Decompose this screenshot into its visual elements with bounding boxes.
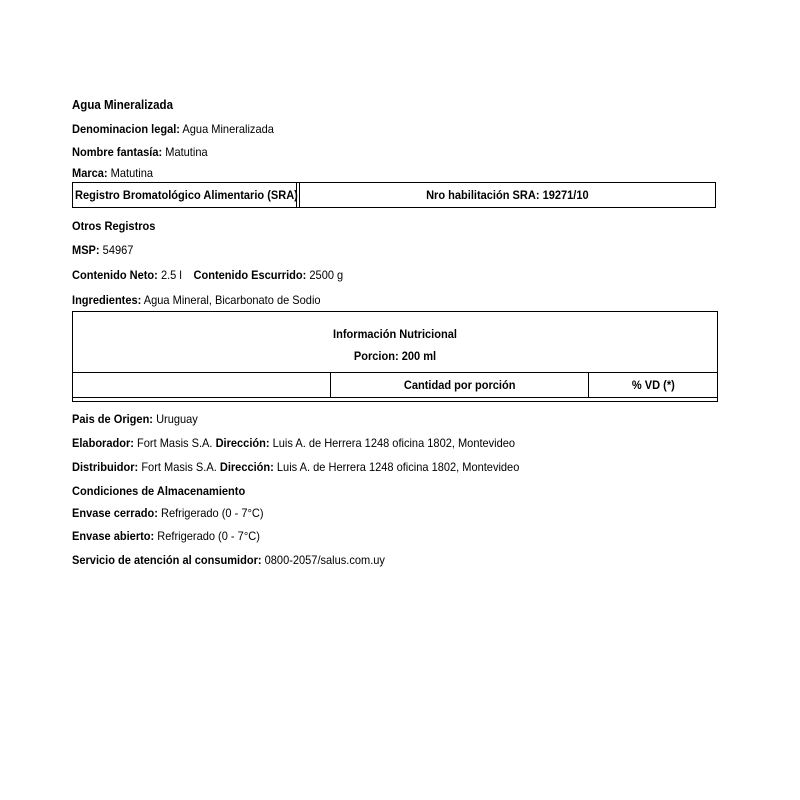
- ingredients-value: Agua Mineral, Bicarbonato de Sodio: [143, 293, 321, 307]
- open-container-row: [72, 529, 260, 543]
- contents-row: [72, 268, 343, 282]
- drained-content-value: 2500 g: [309, 268, 344, 282]
- msp-label: MSP:: [72, 243, 100, 257]
- registry-right-cell: [300, 183, 715, 207]
- product-title: Agua Mineralizada: [72, 98, 173, 112]
- msp-row: [72, 243, 133, 257]
- nutrition-title: Información Nutricional: [333, 327, 457, 341]
- msp-value: 54967: [102, 243, 134, 257]
- origin-row: [72, 412, 198, 426]
- distributor-value: Fort Masis S.A.: [141, 460, 217, 474]
- net-content-label: Contenido Neto:: [72, 268, 158, 282]
- distributor-row: [72, 460, 519, 474]
- nutrition-col-daily-value: % VD (*): [631, 378, 675, 392]
- manufacturer-value: Fort Masis S.A.: [137, 436, 213, 450]
- fantasy-name-value: Matutina: [165, 145, 208, 159]
- legal-name-value: Agua Mineralizada: [182, 122, 274, 136]
- consumer-service-row: [72, 553, 385, 567]
- distributor-address-label: Dirección:: [219, 460, 274, 474]
- registry-right-text: Nro habilitación SRA: 19271/10: [426, 188, 589, 202]
- origin-value: Uruguay: [156, 412, 198, 426]
- distributor-label: Distribuidor:: [72, 460, 139, 474]
- net-content-value: 2.5 l: [160, 268, 182, 282]
- legal-name-row: [72, 122, 274, 136]
- ingredients-label: Ingredientes:: [72, 293, 142, 307]
- distributor-address: Luis A. de Herrera 1248 oficina 1802, Montevideo: [276, 460, 520, 474]
- drained-content-label: Contenido Escurrido:: [193, 268, 307, 282]
- closed-container-value: Refrigerado (0 - 7°C): [160, 506, 264, 520]
- open-container-label: Envase abierto:: [72, 529, 155, 543]
- registry-table: [72, 182, 716, 208]
- brand-row: [72, 166, 153, 180]
- manufacturer-address-label: Dirección:: [215, 436, 270, 450]
- manufacturer-label: Elaborador:: [72, 436, 134, 450]
- ingredients-row: [72, 293, 321, 307]
- consumer-service-value: 0800-2057/salus.com.uy: [264, 553, 385, 567]
- closed-container-label: Envase cerrado:: [72, 506, 158, 520]
- nutrition-table: [72, 311, 718, 402]
- nutrition-portion: Porcion: 200 ml: [353, 349, 437, 363]
- origin-label: Pais de Origen:: [72, 412, 153, 426]
- nutrition-col-nutrient: [73, 373, 331, 397]
- registry-left-text: Registro Bromatológico Alimentario (SRA): [75, 188, 298, 202]
- other-registries-heading: Otros Registros: [72, 219, 156, 233]
- brand-label: Marca:: [72, 166, 108, 180]
- closed-container-row: [72, 506, 264, 520]
- nutrition-col-amount: Cantidad por porción: [331, 373, 589, 397]
- open-container-value: Refrigerado (0 - 7°C): [157, 529, 260, 543]
- fantasy-name-row: [72, 145, 208, 159]
- legal-name-label: Denominacion legal:: [72, 122, 180, 136]
- consumer-service-label: Servicio de atención al consumidor:: [72, 553, 262, 567]
- manufacturer-address: Luis A. de Herrera 1248 oficina 1802, Montevideo: [272, 436, 516, 450]
- registry-left-cell: [73, 183, 300, 207]
- brand-value: Matutina: [110, 166, 154, 180]
- manufacturer-row: [72, 436, 515, 450]
- fantasy-name-label: Nombre fantasía:: [72, 145, 163, 159]
- storage-heading: Condiciones de Almacenamiento: [72, 484, 246, 498]
- nutrition-header: [73, 312, 717, 373]
- nutrition-column-headers: [73, 373, 717, 398]
